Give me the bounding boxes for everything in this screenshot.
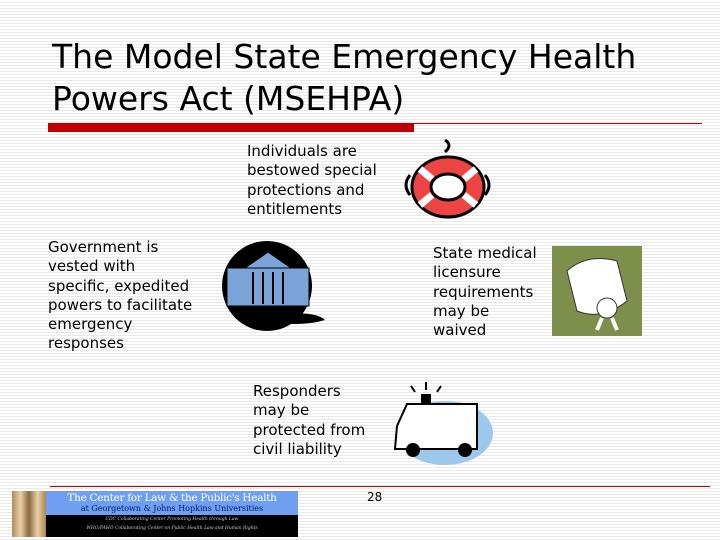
government-building-icon (215, 240, 330, 335)
center-for-law-logo (12, 491, 298, 537)
logo-line2: at Georgetown & Johns Hopkins Universities (80, 504, 264, 513)
individuals-text: Individuals are bestowed special protections and entitlements (247, 142, 377, 218)
ambulance-icon (385, 378, 495, 468)
licensure-text: State medical licensure requirements may be waived (433, 244, 537, 340)
footer-rule (50, 486, 710, 487)
title-rule (414, 123, 702, 124)
slide-title: The Model State Emergency Health Powers Act (MSEHPA) (52, 37, 637, 118)
responders-text: Responders may be protected from civil liability (253, 382, 366, 458)
certificate-icon (552, 246, 642, 336)
title-underline (48, 123, 414, 132)
page-number: 28 (367, 490, 383, 504)
logo-line4: WHO/PAHO Collaborating Center on Public Health Law and Human Rights (86, 526, 258, 531)
logo-line1: The Center for Law & the Public's Health (67, 492, 277, 504)
government-text: Government is vested with specific, expedited powers to facilitate emergency responses (48, 238, 193, 353)
life-preserver-icon (400, 135, 495, 230)
column-image (12, 491, 46, 537)
logo-line3: CDC Collaborating Center Promoting Health through Law (105, 517, 239, 522)
